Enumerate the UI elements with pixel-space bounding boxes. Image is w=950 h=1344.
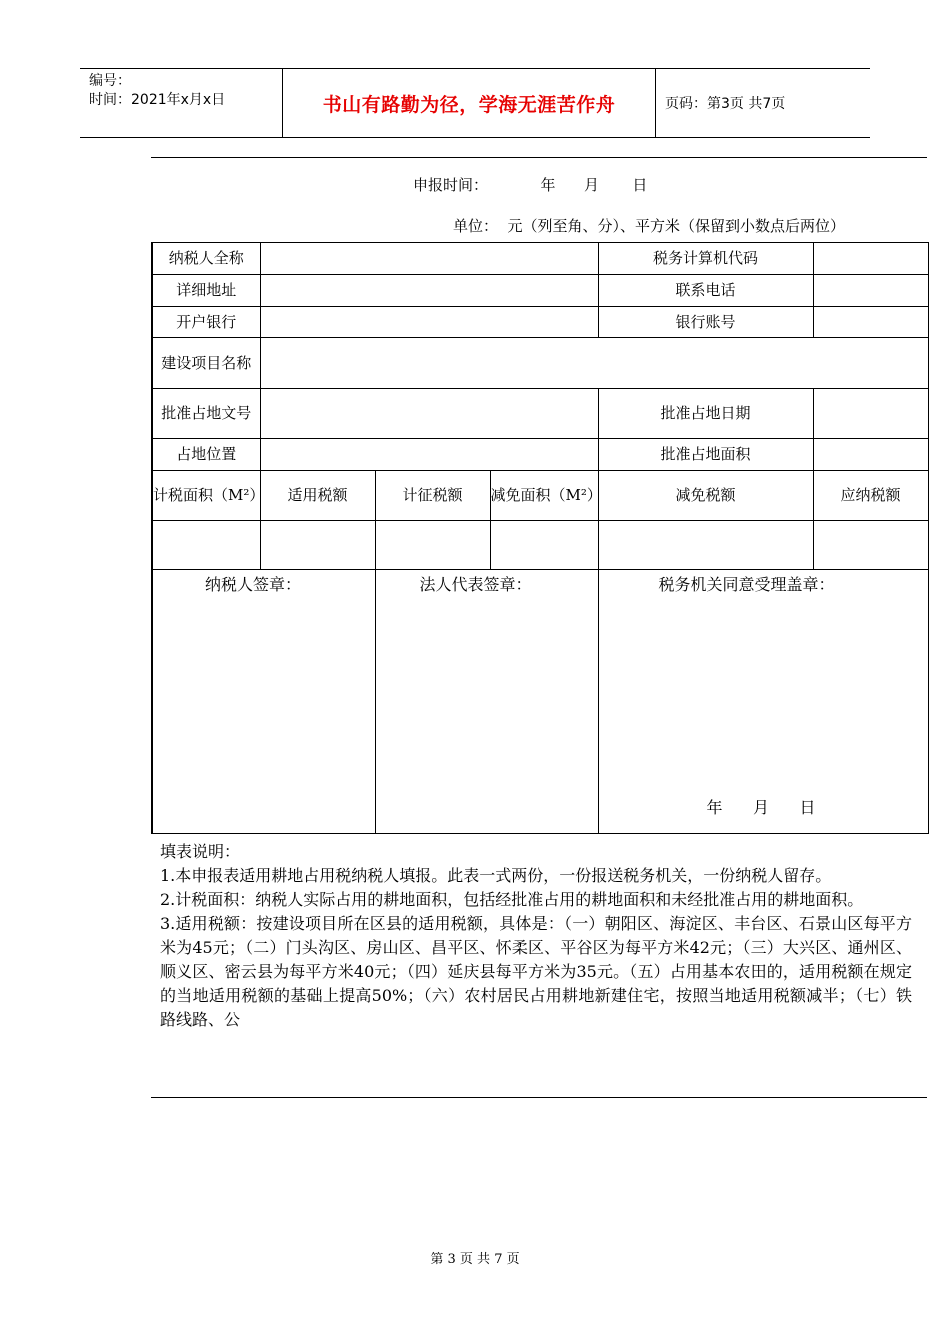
- taxpayer-sign-cell[interactable]: [152, 570, 375, 834]
- bank-field[interactable]: [260, 307, 598, 338]
- reduced-tax-header: 减免税额: [598, 471, 813, 521]
- phone-label: 联系电话: [598, 275, 813, 307]
- approval-date-field[interactable]: [813, 389, 928, 439]
- taxpayer-sign-label: 纳税人签章：: [205, 575, 302, 594]
- taxable-area-header: 计税面积（M²）: [152, 471, 260, 521]
- note-item: 3.适用税额：按建设项目所在区县的适用税额，具体是：（一）朝阳区、海淀区、丰台区、石景山区每平方米为45元；（二）门头沟区、房山区、昌平区、怀柔区、平谷区为每平方米42元；（三）大兴区、通州区、顺义区、密云县为每平方米40元；（四）延庆县每平方米为35元。（五）占用基本农田的，适用税额在规定的当地适用税额的基础上提高50%；（六）农村居民占用耕地新建住宅，按照当地适用税额减半；（七）铁路线路、公: [160, 914, 912, 1029]
- tax-office-seal-label: 税务机关同意受理盖章：: [658, 575, 835, 594]
- approved-area-label: 批准占地面积: [598, 439, 813, 471]
- approved-area-field[interactable]: [813, 439, 928, 471]
- bottom-divider: [151, 1097, 927, 1098]
- filling-instructions: [160, 840, 912, 1032]
- reduced-area-header: 减免面积（M²）: [490, 471, 598, 521]
- payable-tax-field[interactable]: [813, 521, 928, 570]
- approval-date-label: 批准占地日期: [598, 389, 813, 439]
- bank-account-label: 银行账号: [598, 307, 813, 338]
- payable-tax-header: 应纳税额: [813, 471, 928, 521]
- address-field[interactable]: [260, 275, 598, 307]
- taxpayer-name-label: 纳税人全称: [152, 243, 260, 275]
- note-item: 2.计税面积：纳税人实际占用的耕地面积，包括经批准占用的耕地面积和未经批准占用的耕地面积。: [160, 890, 864, 909]
- document-header: [80, 68, 870, 138]
- page-footer: 第 3 页 共 7 页: [430, 1252, 520, 1267]
- legal-rep-sign-cell[interactable]: [375, 570, 598, 834]
- tax-office-seal-cell[interactable]: [598, 570, 928, 834]
- approval-doc-field[interactable]: [260, 389, 598, 439]
- approval-doc-label: 批准占地文号: [152, 389, 260, 439]
- taxable-area-field[interactable]: [152, 521, 260, 570]
- header-page-info: 页码：第3页 共7页: [665, 96, 786, 112]
- number-label: 编号：: [89, 73, 131, 89]
- reduced-tax-field[interactable]: [598, 521, 813, 570]
- location-field[interactable]: [260, 439, 598, 471]
- applicable-rate-field[interactable]: [260, 521, 375, 570]
- legal-rep-sign-label: 法人代表签章：: [419, 575, 532, 594]
- tax-computer-code-label: 税务计算机代码: [598, 243, 813, 275]
- bank-account-field[interactable]: [813, 307, 928, 338]
- reduced-area-field[interactable]: [490, 521, 598, 570]
- note-item: 1.本申报表适用耕地占用税纳税人填报。此表一式两份，一份报送税务机关，一份纳税人留存。: [160, 866, 832, 885]
- notes-title: 填表说明：: [160, 842, 241, 861]
- sign-date: 年 月 日: [706, 798, 816, 817]
- levied-tax-header: 计征税额: [375, 471, 490, 521]
- header-meta: [80, 69, 282, 137]
- top-divider: [151, 157, 927, 158]
- time-label: 时间：2021年x月x日: [89, 92, 226, 108]
- tax-computer-code-field[interactable]: [813, 243, 928, 275]
- phone-field[interactable]: [813, 275, 928, 307]
- levied-tax-field[interactable]: [375, 521, 490, 570]
- project-name-label: 建设项目名称: [152, 338, 260, 389]
- address-label: 详细地址: [152, 275, 260, 307]
- project-name-field[interactable]: [260, 338, 928, 389]
- declaration-form: [151, 242, 929, 834]
- header-slogan: 书山有路勤为径，学海无涯苦作舟: [282, 69, 656, 137]
- applicable-rate-header: 适用税额: [260, 471, 375, 521]
- bank-label: 开户银行: [152, 307, 260, 338]
- taxpayer-name-field[interactable]: [260, 243, 598, 275]
- report-time: 申报时间： 年 月 日: [413, 176, 648, 194]
- location-label: 占地位置: [152, 439, 260, 471]
- unit-note: 单位： 元（列至角、分）、平方米（保留到小数点后两位）: [453, 217, 846, 235]
